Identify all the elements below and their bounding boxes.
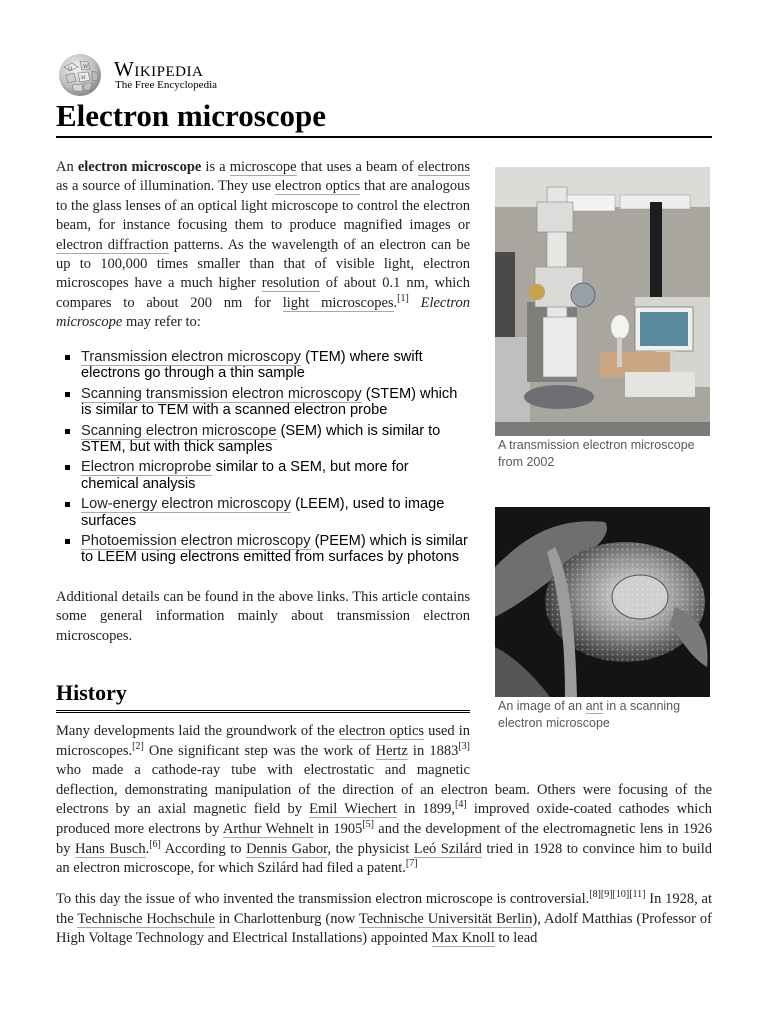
figure-ant bbox=[495, 507, 710, 737]
lead-paragraph: An electron microscope is a microscope that uses a beam of electrons as a source of illumination. They use electron optics that are analogous to the glass lenses of an optical light microscope to control the electron beam, for instance focusing them to produce magnified images or electron diffraction patterns. As the wavelength of an electron can be up to 100,000 times smaller than that of visible light, electron microscopes have a much higher resolution of about 0.1 nm, which compares to about 200 nm for light microscopes.[1] Electron microscope may refer to: bbox=[56, 159, 471, 331]
link-light-microscopes[interactable]: light microscopes bbox=[282, 294, 394, 311]
link-stem[interactable]: Scanning transmission electron microscopy bbox=[81, 385, 362, 402]
link-electron-diffraction[interactable]: electron diffraction bbox=[56, 236, 169, 253]
link-ant[interactable]: ant bbox=[585, 699, 603, 713]
list-item: Low-energy electron microscopy (LEEM), used to image surfaces bbox=[56, 496, 470, 529]
figure-caption-tem: A transmission electron microscope from 2002 bbox=[498, 438, 695, 469]
additional-details-paragraph: Additional details can be found in the above links. This article contains some general information mainly about transmission electron microscopes. bbox=[56, 589, 470, 644]
ant-sem-photo[interactable] bbox=[495, 507, 710, 697]
list-item: Transmission electron microscopy (TEM) where swift electrons go through a thin sample bbox=[56, 349, 470, 382]
list-item: Photoemission electron microscopy (PEEM) which is similar to LEEM using electrons emitted from surfaces by photons bbox=[56, 533, 470, 566]
site-header bbox=[56, 53, 356, 97]
link-technische-hochschule[interactable]: Technische Hochschule bbox=[77, 910, 215, 927]
citation-3[interactable]: [3] bbox=[458, 740, 471, 752]
figure-caption-ant: An image of an ant in a scanning electron microscope bbox=[498, 699, 681, 730]
link-resolution[interactable]: resolution bbox=[261, 275, 320, 292]
link-microscope[interactable]: microscope bbox=[229, 159, 297, 175]
link-max-knoll[interactable]: Max Knoll bbox=[431, 930, 495, 947]
link-hertz[interactable]: Hertz bbox=[375, 742, 408, 759]
italic-term: Electron microscope bbox=[56, 294, 470, 331]
history-paragraph-1: Many developments laid the groundwork of the electron optics used in microscopes.[2] One significant step was the work of Hertz in 1883[3] who made a cathode-ray tube with electrostatic and magnetic deflection, demonstrating manipulation of the direction of an electron beam. Others were focusing of the electrons by an axial magnetic field by Emil Wiechert in 1899,[4] improved oxide-coated cathodes which produced more electrons by Arthur Wehnelt in 1905[5] and the development of the electromagnetic lens in 1926 by Hans Busch.[6] According to Dennis Gabor, the physicist Leó Szilárd tried in 1928 to convince him to build an electron microscope, for which Szilárd had filed a patent.[7] bbox=[56, 723, 713, 877]
figure-tem bbox=[495, 167, 710, 467]
link-arthur-wehnelt[interactable]: Arthur Wehnelt bbox=[222, 820, 314, 837]
meanings-list bbox=[56, 349, 470, 570]
list-item: Scanning transmission electron microscopy (STEM) which is similar to TEM with a scanned electron probe bbox=[56, 386, 470, 419]
link-hans-busch[interactable]: Hans Busch bbox=[75, 840, 146, 857]
page-title: Electron microscope bbox=[56, 96, 712, 138]
citation-5[interactable]: [5] bbox=[362, 819, 374, 831]
citations-8-11[interactable]: [8][9][10][11] bbox=[589, 889, 646, 901]
svg-text:Ω: Ω bbox=[68, 66, 73, 72]
link-electrons[interactable]: electrons bbox=[417, 159, 470, 175]
bold-term: electron microscope bbox=[77, 159, 202, 175]
link-leem[interactable]: Low-energy electron microscopy bbox=[81, 496, 292, 513]
history-heading: History bbox=[56, 679, 470, 713]
citation-7[interactable]: [7] bbox=[405, 858, 418, 870]
link-dennis-gabor[interactable]: Dennis Gabor bbox=[246, 840, 328, 857]
wikipedia-tagline: The Free Encyclopedia bbox=[115, 79, 218, 91]
wikipedia-globe-logo[interactable] bbox=[56, 53, 104, 97]
svg-text:W: W bbox=[83, 64, 89, 70]
link-electron-optics-history[interactable]: electron optics bbox=[338, 723, 425, 739]
citation-6[interactable]: [6] bbox=[149, 838, 161, 850]
link-peem[interactable]: Photoemission electron microscopy bbox=[81, 533, 311, 550]
link-tu-berlin[interactable]: Technische Universität Berlin bbox=[358, 910, 533, 927]
list-item: Electron microprobe similar to a SEM, but more for chemical analysis bbox=[56, 459, 470, 492]
link-microprobe[interactable]: Electron microprobe bbox=[81, 459, 212, 476]
link-electron-optics[interactable]: electron optics bbox=[274, 178, 361, 195]
link-sem[interactable]: Scanning electron microscope bbox=[81, 422, 277, 439]
history-paragraph-2: To this day the issue of who invented the transmission electron microscope is controversial.[8][9][10][11] In 1928, at the Technische Hochschule in Charlottenburg (now Technische Universität Berlin), Adolf Matthias (Professor of High Voltage Technology and Electrical Installations) appointed Max Knoll to lead bbox=[56, 889, 713, 947]
link-emil-wiechert[interactable]: Emil Wiechert bbox=[309, 801, 397, 818]
link-leo-szilard[interactable]: Leó Szilárd bbox=[413, 840, 482, 857]
citation-1[interactable]: [1] bbox=[397, 293, 409, 305]
citation-4[interactable]: [4] bbox=[455, 799, 467, 811]
svg-text:И: И bbox=[81, 75, 86, 81]
tem-photo[interactable] bbox=[495, 167, 710, 436]
wikipedia-wordmark[interactable]: Wikipedia bbox=[114, 57, 204, 81]
citation-2[interactable]: [2] bbox=[132, 740, 144, 752]
list-item: Scanning electron microscope (SEM) which is similar to STEM, but with thick samples bbox=[56, 423, 470, 456]
link-tem[interactable]: Transmission electron microscopy bbox=[81, 349, 302, 365]
